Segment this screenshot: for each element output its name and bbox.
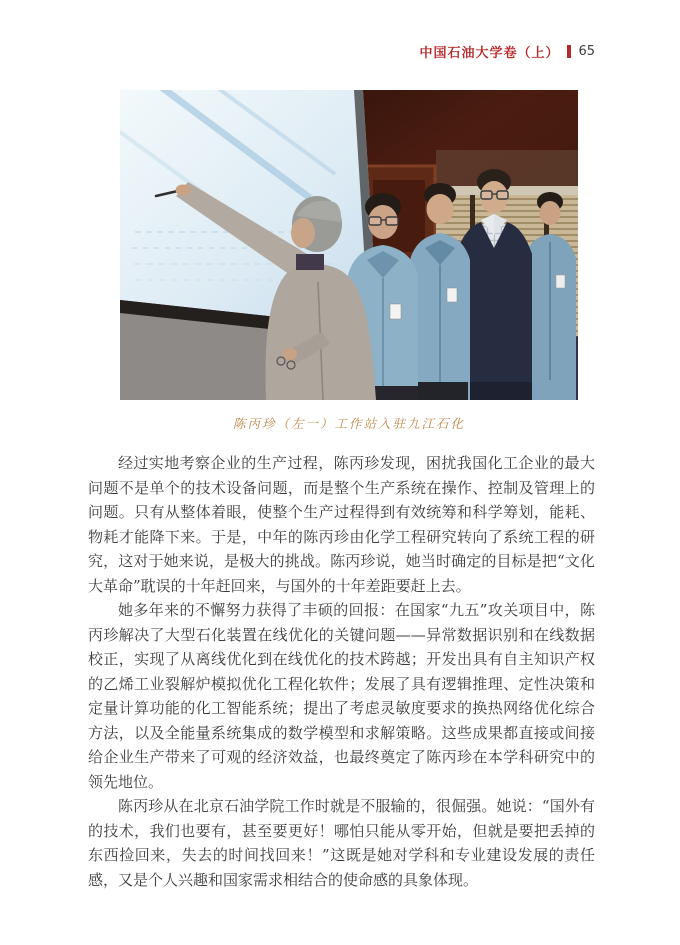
photo	[120, 90, 578, 400]
paragraph-1: 经过实地考察企业的生产过程，陈丙珍发现，困扰我国化工企业的最大问题不是单个的技术设备问题，而是整个生产系统在操作、控制及管理上的问题。只有从整体着眼，使整个生产过程得到有效统筹和科学筹划，能耗、物耗才能降下来。于是，中年的陈丙珍由化学工程研究转向了系统工程的研究，这对于她来说，是极大的挑战。陈丙珍说，她当时确定的目标是把“文化大革命”耽误的十年赶回来，与国外的十年差距要赶上去。	[88, 454, 595, 595]
article-body	[88, 451, 595, 892]
header-divider-bar	[567, 45, 571, 58]
paragraph-2: 她多年来的不懈努力获得了丰硕的回报：在国家“九五”攻关项目中，陈丙珍解决了大型石化装置在线优化的关键问题——异常数据识别和在线数据校正，实现了从离线优化到在线优化的技术跨越；开发出具有自主知识产权的乙烯工业裂解炉模拟优化工程化软件；发展了具有逻辑推理、定性决策和定量计算功能的化工智能系统；提出了考虑灵敏度要求的换热网络优化综合方法，以及全能量系统集成的数学模型和求解策略。这些成果都直接或间接给企业生产带来了可观的经济效益，也最终奠定了陈丙珍在本学科研究中的领先地位。	[88, 601, 595, 791]
photo-caption: 陈丙珍（左一）工作站入驻九江石化	[232, 416, 465, 431]
photo-figure	[120, 90, 578, 432]
page-number: 65	[578, 44, 595, 59]
paragraph-3: 陈丙珍从在北京石油学院工作时就是不服输的，很倔强。她说：“国外有的技术，我们也要有，甚至要更好！哪怕只能从零开始，但就是要把丢掉的东西捡回来，失去的时间找回来！”这既是她对学科和专业建设发展的责任感，又是个人兴趣和国家需求相结合的使命感的具象体现。	[88, 797, 595, 889]
header-title: 中国石油大学卷（上）	[419, 46, 560, 61]
photo-illustration	[120, 90, 578, 400]
page-header	[419, 42, 595, 61]
